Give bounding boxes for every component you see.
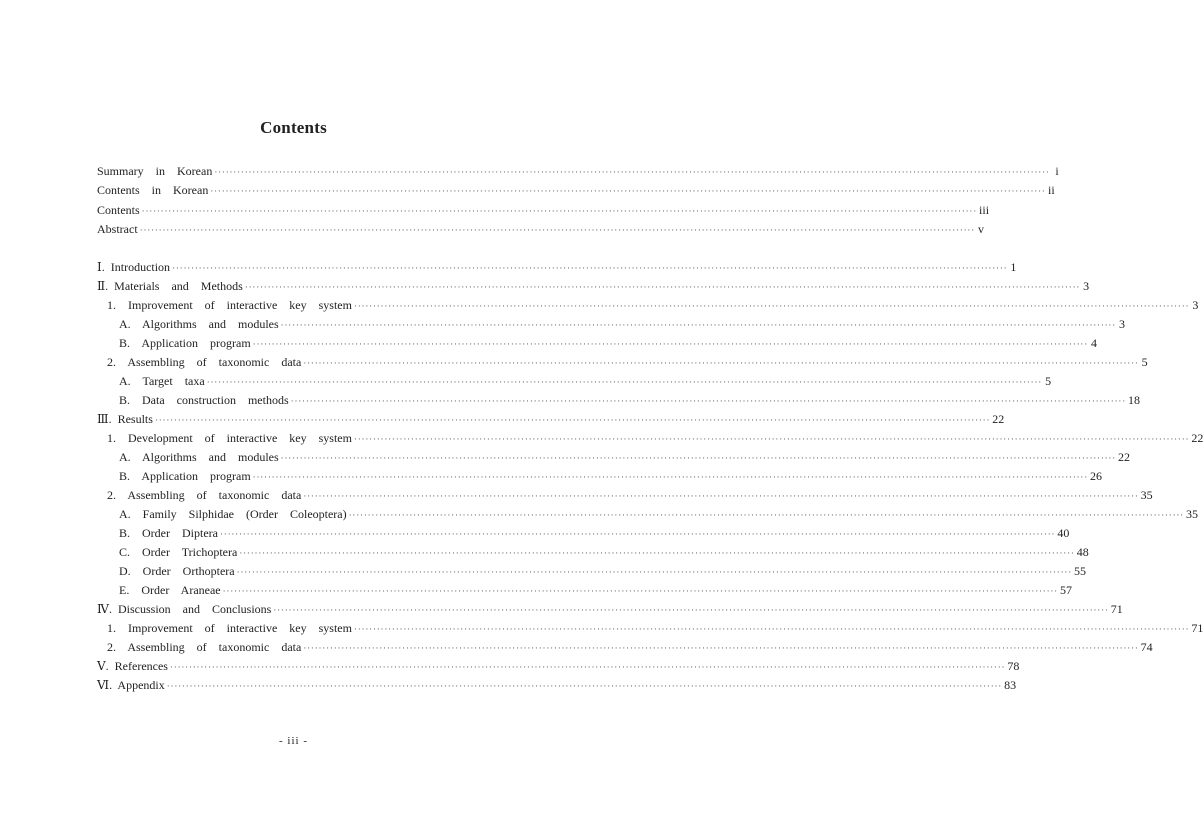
toc-leader-dots: ···························································································································································································································· <box>239 548 1075 558</box>
toc-entry <box>97 676 1017 695</box>
toc-entry-label: 1. Improvement of interactive key system <box>107 621 352 635</box>
toc-entry-label: 1. Development of interactive key system <box>107 431 352 445</box>
page-title: Contents <box>260 118 327 137</box>
toc-entry-page: i <box>1055 164 1059 178</box>
toc-leader-dots: ···························································································································································································································· <box>348 510 1184 520</box>
toc-entry-label: D. Order Orthoptera <box>119 564 235 578</box>
toc-leader-dots: ···························································································································································································································· <box>172 263 1008 273</box>
toc-entry-page: 4 <box>1091 336 1098 350</box>
toc-leader-dots: ···························································································································································································································· <box>244 282 1081 292</box>
toc-entry <box>107 429 1203 448</box>
toc-leader-dots: ···························································································································································································································· <box>210 186 1046 197</box>
toc-leader-dots: ···························································································································································································································· <box>353 434 1190 444</box>
toc-entry-label: B. Application program <box>119 336 251 350</box>
toc-entry-label: A. Family Silphidae (Order Coleoptera) <box>119 507 347 521</box>
toc-entry <box>119 581 1072 600</box>
toc-entry-label: Abstract <box>97 221 138 236</box>
toc-leader-dots: ···························································································································································································································· <box>353 624 1190 634</box>
toc-entry-label: 2. Assembling of taxonomic data <box>107 488 302 502</box>
toc-entry-label: E. Order Araneae <box>119 583 221 597</box>
toc-entry-page: 78 <box>1007 659 1020 673</box>
toc-leader-dots: ···························································································································································································································· <box>139 224 976 235</box>
toc-entry <box>107 353 1148 372</box>
toc-entry-label: Contents in Korean <box>97 183 209 198</box>
toc-entry-label: Ⅵ. Appendix <box>97 678 165 692</box>
toc-entry-label: Ⅲ. Results <box>97 412 153 426</box>
toc-entry <box>119 543 1089 562</box>
toc-leader-dots: ···························································································································································································································· <box>353 301 1190 311</box>
toc-entry <box>107 638 1153 657</box>
toc-leader-dots: ···························································································································································································································· <box>214 167 1050 177</box>
toc-entry-label: A. Algorithms and modules <box>119 450 279 464</box>
toc-entry <box>97 220 985 239</box>
toc-entry-page: v <box>978 221 985 236</box>
toc-leader-dots: ···························································································································································································································· <box>280 320 1117 330</box>
toc-leader-dots: ···························································································································································································································· <box>166 681 1003 691</box>
toc-entry-label: Ⅴ. References <box>97 659 168 673</box>
toc-entry <box>107 619 1203 638</box>
toc-leader-dots: ···························································································································································································································· <box>252 339 1089 349</box>
toc-leader-dots: ···························································································································································································································· <box>141 205 978 216</box>
toc-entry-page: 83 <box>1004 678 1017 692</box>
toc-entry <box>97 201 990 220</box>
toc-entry-page: 22 <box>1118 450 1131 464</box>
toc-entry-page: 3 <box>1083 279 1090 293</box>
toc-leader-dots: ···························································································································································································································· <box>252 472 1089 482</box>
toc-leader-dots: ···························································································································································································································· <box>273 605 1109 615</box>
toc-entry <box>97 410 1005 429</box>
toc-entry-label: B. Data construction methods <box>119 393 289 407</box>
toc-entry-label: 2. Assembling of taxonomic data <box>107 355 302 369</box>
toc-leader-dots: ···························································································································································································································· <box>303 491 1139 501</box>
toc-leader-dots: ···························································································································································································································· <box>154 415 991 425</box>
toc-entry <box>97 258 1017 277</box>
toc-leader-dots: ···························································································································································································································· <box>219 529 1056 539</box>
toc-entry-page: 3 <box>1192 298 1199 312</box>
toc-leader-dots: ···························································································································································································································· <box>303 643 1139 653</box>
toc-entry-label: Ⅰ. Introduction <box>97 260 171 274</box>
toc-leader-dots: ···························································································································································································································· <box>290 396 1126 406</box>
toc-entry-label: B. Order Diptera <box>119 526 218 540</box>
toc-entry-page: 40 <box>1057 526 1070 540</box>
toc-entry-label: 2. Assembling of taxonomic data <box>107 640 302 654</box>
toc-leader-dots: ···························································································································································································································· <box>236 567 1072 577</box>
toc-entry <box>119 372 1052 391</box>
toc-entry-page: iii <box>979 202 990 217</box>
toc-entry-label: Ⅱ. Materials and Methods <box>97 279 243 293</box>
toc-entry <box>107 486 1153 505</box>
toc-entry-page: 22 <box>992 412 1005 426</box>
toc-leader-dots: ···························································································································································································································· <box>206 377 1043 387</box>
toc-entry <box>119 334 1098 353</box>
toc-entry-label: A. Target taxa <box>119 374 205 388</box>
toc-entry <box>107 296 1199 315</box>
toc-entry-page: 3 <box>1119 317 1126 331</box>
toc-leader-dots: ···························································································································································································································· <box>169 662 1006 672</box>
toc-entry <box>119 505 1198 524</box>
toc-entry-page: 5 <box>1045 374 1052 388</box>
toc-entry-label: A. Algorithms and modules <box>119 317 279 331</box>
toc-leader-dots: ···························································································································································································································· <box>222 586 1058 596</box>
toc-entry <box>119 524 1070 543</box>
toc-entry-label: Summary in Korean <box>97 164 213 178</box>
toc-entry <box>119 391 1140 410</box>
toc-entry-label: C. Order Trichoptera <box>119 545 238 559</box>
toc-entry-page: 22 <box>1191 431 1203 445</box>
page-footer: - iii - <box>279 735 308 747</box>
toc-entry <box>97 600 1123 619</box>
toc-entry-page: 55 <box>1074 564 1086 578</box>
toc-entry-page: 26 <box>1090 469 1103 483</box>
toc-entry-page: 74 <box>1140 640 1153 654</box>
toc-entry-page: 71 <box>1191 621 1203 635</box>
toc-entry-page: 18 <box>1128 393 1140 407</box>
toc-entry-page: 35 <box>1185 507 1198 521</box>
toc-entry <box>97 162 1059 181</box>
toc-entry <box>119 315 1126 334</box>
toc-entry-page: 57 <box>1059 583 1072 597</box>
toc-entry-label: B. Application program <box>119 469 251 483</box>
toc-entry-label: Ⅳ. Discussion and Conclusions <box>97 602 272 616</box>
toc-entry <box>97 181 1055 200</box>
toc-entry-page: 5 <box>1141 355 1148 369</box>
toc-entry-label: 1. Improvement of interactive key system <box>107 298 352 312</box>
toc-entry-page: 71 <box>1110 602 1123 616</box>
toc-entry-label: Contents <box>97 202 140 217</box>
toc-entry <box>97 277 1090 296</box>
toc-entry-page: 35 <box>1140 488 1153 502</box>
toc-entry <box>119 448 1131 467</box>
toc-entry-page: 48 <box>1076 545 1089 559</box>
toc-entry-page: 1 <box>1010 260 1017 274</box>
toc-entry-page: ii <box>1048 183 1055 198</box>
toc-leader-dots: ···························································································································································································································· <box>303 358 1139 368</box>
toc-entry <box>119 467 1103 486</box>
toc-leader-dots: ···························································································································································································································· <box>280 453 1117 463</box>
toc-entry <box>97 657 1020 676</box>
toc-entry <box>119 562 1086 581</box>
